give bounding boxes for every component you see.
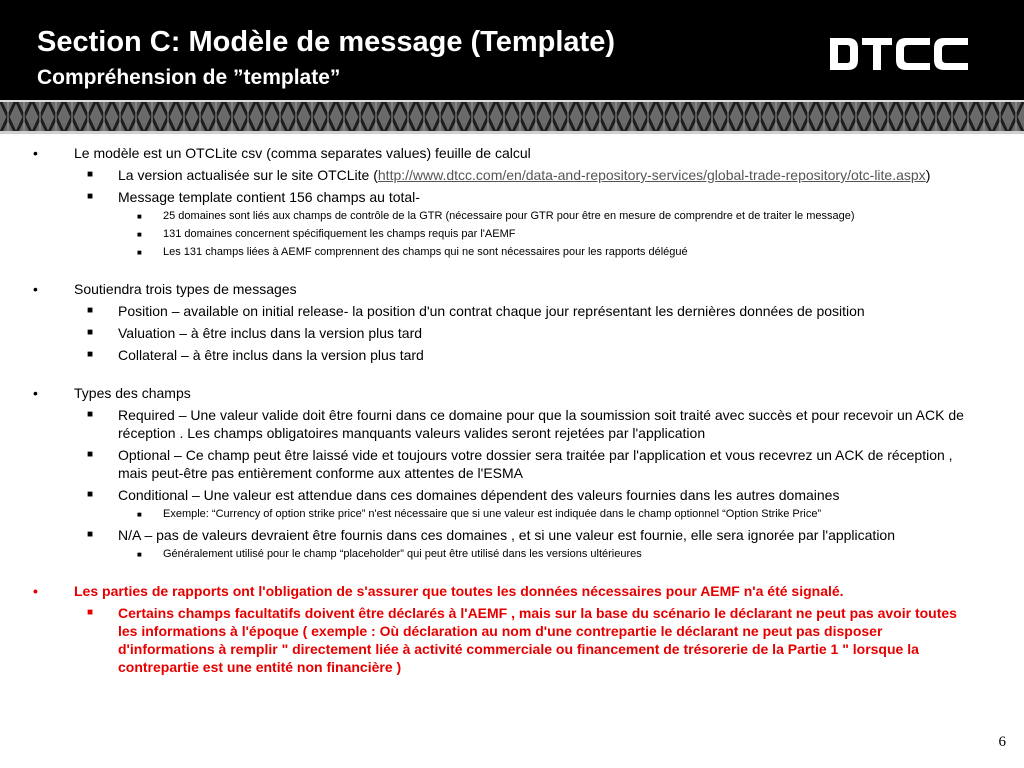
otclite-link[interactable]: http://www.dtcc.com/en/data-and-repository-services/global-trade-repository/otc-lite.aspx [377, 167, 926, 183]
square-bullet-icon: ■ [87, 607, 94, 618]
sub-bullet-optional-fields: ■ Certains champs facultatifs doivent être déclarés à l'AEMF , mais sur la base du scénario le déclarant ne peut pas avoir toutes les informations à l'époque ( exemple : Où déclaration au nom d'une contrepartie le déclarant ne peut pas disposer d'informations à remplir " directement liée à activité commerciale ou financement de trésorerie de la Partie 1 " lorsque la contrepartie est une entité non financière ) [87, 605, 957, 675]
square-bullet-icon: ■ [137, 510, 142, 519]
square-bullet-icon: ■ [87, 409, 94, 420]
sub-bullet: ■ Collateral – à être inclus dans la version plus tard [87, 347, 424, 363]
square-bullet-icon: ■ [87, 305, 94, 316]
sub-bullet-version: ■ La version actualisée sur le site OTCLite (http://www.dtcc.com/en/data-and-repository-services/global-trade-repository/otc-lite.aspx) [87, 167, 931, 183]
square-bullet-icon: ■ [87, 349, 94, 360]
bullet-dot-icon: • [33, 385, 38, 401]
sub-bullet: ■ Position – available on initial release- la position d'un contrat chaque jour représentant les dernières données de position [87, 303, 865, 319]
sub-bullet: ■ N/A – pas de valeurs devraient être fournis dans ces domaines , et si une valeur est fournie, elle sera ignorée par l'application [87, 527, 896, 543]
slide-header [0, 0, 1024, 100]
square-bullet-icon: ■ [87, 449, 94, 460]
square-bullet-icon: ■ [87, 327, 94, 338]
sub-bullet-156-fields: ■ Message template contient 156 champs au total- [87, 189, 420, 205]
square-bullet-icon: ■ [87, 191, 94, 202]
sub-sub-bullet: ■ Généralement utilisé pour le champ “placeholder” qui peut être utilisé dans les versions ultérieures [137, 548, 642, 560]
sub-sub-bullet: ■ Les 131 champs liées à AEMF comprennent des champs qui ne sont nécessaires pour les rapports délégué [137, 246, 688, 258]
sub-bullet: ■ Conditional – Une valeur est attendue dans ces domaines dépendent des valeurs fournies dans les autres domaines [87, 487, 840, 503]
sub-bullet: ■ Valuation – à être inclus dans la version plus tard [87, 325, 423, 341]
bullet-dot-icon: • [33, 281, 38, 297]
sub-sub-bullet: ■ 25 domaines sont liés aux champs de contrôle de la GTR (nécessaire pour GTR pour être en mesure de comprendre et de traiter le message) [137, 210, 855, 222]
bullet-dot-icon: • [33, 583, 38, 599]
slide-title: Section C: Modèle de message (Template) [37, 26, 615, 58]
slide-body [0, 144, 1024, 676]
square-bullet-icon: ■ [87, 169, 94, 180]
bullet-reporting-obligation: • Les parties de rapports ont l'obligation de s'assurer que toutes les données nécessaires pour AEMF n'a été signalé. [33, 583, 844, 599]
square-bullet-icon: ■ [87, 529, 94, 540]
square-bullet-icon: ■ [137, 230, 142, 239]
decorative-pattern-band [0, 100, 1024, 134]
sub-bullet: ■ Required – Une valeur valide doit être fourni dans ce domaine pour que la soumission soit traité avec succès et pour recevoir un ACK de réception . Les champs obligatoires manquants valeurs valides seront rejetées par l'application [87, 407, 964, 441]
slide-subtitle: Compréhension de ”template” [37, 66, 341, 89]
bullet-otclite: • Le modèle est un OTCLite csv (comma separates values) feuille de calcul [33, 145, 531, 161]
square-bullet-icon: ■ [137, 550, 142, 559]
square-bullet-icon: ■ [87, 489, 94, 500]
sub-bullet: ■ Optional – Ce champ peut être laissé vide et toujours votre dossier sera traitée par l'application et vous recevrez un ACK de réception , mais peut-être pas entièrement conforme aux attentes de l'ESMA [87, 447, 953, 481]
sub-sub-bullet: ■ Exemple: “Currency of option strike price” n'est nécessaire que si une valeur est indiquée dans le champ optionnel “Option Strike Price” [137, 508, 822, 520]
page-number: 6 [998, 734, 1006, 750]
bullet-message-types: • Soutiendra trois types de messages [33, 281, 297, 297]
bullet-dot-icon: • [33, 145, 38, 161]
square-bullet-icon: ■ [137, 212, 142, 221]
dtcc-logo [828, 34, 970, 74]
square-bullet-icon: ■ [137, 248, 142, 257]
sub-sub-bullet: ■ 131 domaines concernent spécifiquement les champs requis par l'AEMF [137, 228, 516, 240]
bullet-field-types: • Types des champs [33, 385, 191, 401]
